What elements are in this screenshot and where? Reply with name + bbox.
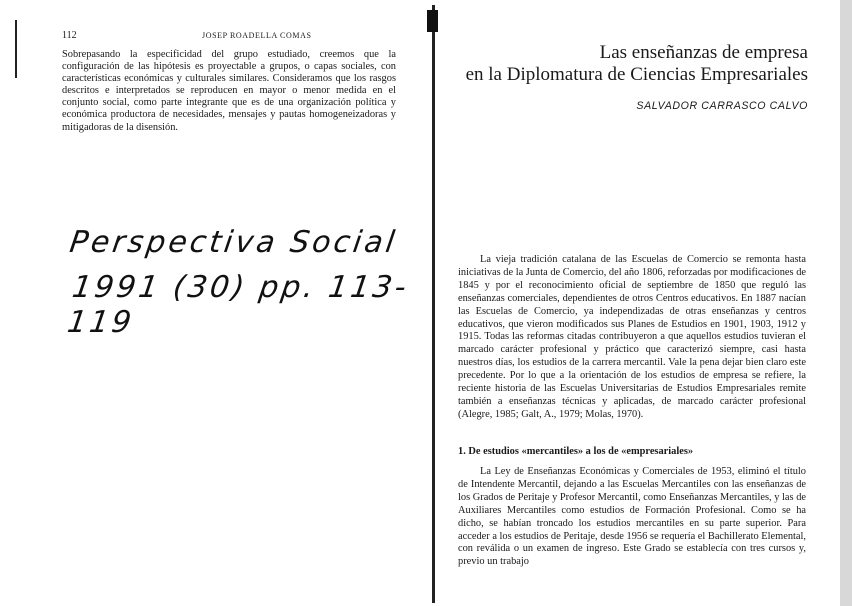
article-title	[466, 42, 808, 86]
running-head: JOSEP ROADELLA COMAS	[202, 31, 312, 40]
page-number: 112	[62, 30, 77, 41]
left-paragraph: Sobrepasando la especificidad del grupo estudiado, creemos que la configuración de las hipótesis es proyectable a grupos, o capas sociales, con características económicas y culturales similares. Consideramos que los rasgos descritos e interpretados se reproducen en mayor o menor medida en el conjunto social, como parte integrante que es de una organización política y económica productora de necesidades, mensajes y pautas homogeneizadoras y mitigadoras de la disensión.	[62, 49, 396, 133]
intro-paragraph: La vieja tradición catalana de las Escuelas de Comercio se remonta hasta iniciativas de la Junta de Comercio, del año 1806, reforzadas por modificaciones de 1845 y por el reconocimiento oficial de septiembre de 1850 que reguló las enseñanzas comerciales, dependientes de otros Centros educativos. En 1887 nacían las Escuelas de Comercio, ya independizadas de otras enseñanzas y centros educativos, que vieron modificados sus Planes de Estudios en 1901, 1903, 1912 y 1915. Todas las reformas citadas contribuyeron a que aquellos estudios tuvieran el marcado carácter profesional y práctico que caracterizó siempre, casi hasta nuestros días, los estudios de la carrera mercantil. Vale la pena dejar bien claro este precedente. Por lo que a la orientación de los estudios de empresa se refiere, la reciente historia de las Escuelas Universitarias de Estudios Empresariales remite también a enseñanzas técnicas y aplicadas, de marcado carácter profesional (Alegre, 1985; Galt, A., 1979; Molas, 1970).	[458, 254, 806, 420]
left-page	[0, 0, 425, 606]
title-line-2: en la Diplomatura de Ciencias Empresariales	[465, 64, 808, 85]
handwritten-note-journal: Perspectiva Social	[67, 225, 400, 260]
article-author: SALVADOR CARRASCO CALVO	[636, 100, 808, 112]
binding-mark	[427, 10, 438, 32]
section-heading: 1. De estudios «mercantiles» a los de «empresariales»	[458, 446, 694, 457]
title-line-1: Las enseñanzas de empresa	[599, 42, 808, 63]
scan-edge	[840, 0, 852, 606]
handwritten-note-citation: 1991 (30) pp. 113-119	[65, 270, 412, 340]
margin-mark	[15, 20, 17, 78]
binding-gutter	[432, 5, 435, 603]
section-paragraph: La Ley de Enseñanzas Económicas y Comerciales de 1953, eliminó el título de Intendente Mercantil, dejando a las Escuelas Mercantiles con las enseñanzas de los Grados de Peritaje y Profesor Mercantil, como Enseñanzas Mercantiles, y las de Auxiliares Mercantiles como estudios de Formación Profesional. Como se ha dicho, se habían troncado los estudios mercantiles en su parte superior. Para acceder a los estudios de Peritaje, desde 1956 se requería el Bachillerato Elemental, con reválida o un examen de ingreso. Este Grado se establecía con tres cursos y, previo un trabajo	[458, 466, 806, 568]
